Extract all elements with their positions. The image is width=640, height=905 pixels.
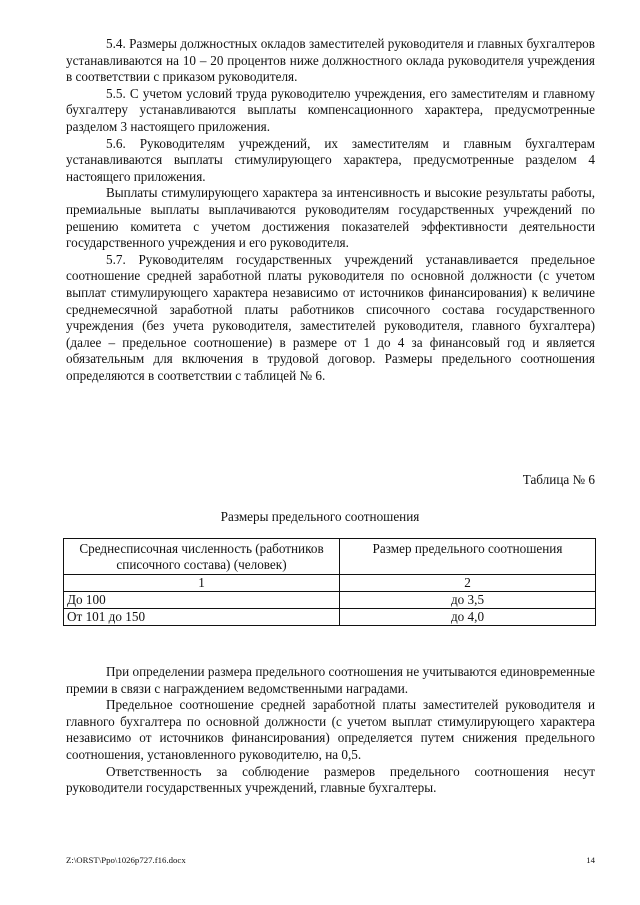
paragraph-incentive-payments: Выплаты стимулирующего характера за интенсивность и высокие результаты работы, премиальные выплаты выплачиваются руководителям государственных учреждений по решению комитета с учетом достижения показателей эффективности деятельности государственного учреждения и его руководителя. [66,185,595,251]
body-text-bottom [66,664,595,797]
table-header-ratio: Размер предельного соотношения [340,539,596,575]
table-header-headcount: Среднесписочная численность (работников списочного состава) (человек) [64,539,340,575]
paragraph-5-4: 5.4. Размеры должностных окладов заместителей руководителя и главных бухгалтеров устанавливаются на 10 – 20 процентов ниже должностного оклада руководителя учреждения в соответствии с приказом руководителя. [66,36,595,85]
table-column-numbers-row [64,575,596,592]
table-column-number: 2 [340,575,596,592]
table-cell-ratio: до 4,0 [340,609,596,626]
table-row [64,592,596,609]
paragraph-5-5: 5.5. С учетом условий труда руководителю учреждения, его заместителям и главному бухгалтеру устанавливаются выплаты компенсационного характера, предусмотренные разделом 3 настоящего приложения. [66,85,595,134]
body-text-top [66,36,595,384]
table-caption: Таблица № 6 [522,472,595,487]
paragraph-5-6: 5.6. Руководителям учреждений, их заместителям и главным бухгалтерам устанавливаются выплаты стимулирующего характера, предусмотренные разделом 4 настоящего приложения. [66,135,595,184]
table-cell-headcount: До 100 [64,592,340,609]
table-column-number: 1 [64,575,340,592]
footer-file-path: Z:\ORST\Ppo\1026p727.f16.docx [66,855,186,865]
paragraph-5-7: 5.7. Руководителям государственных учреждений устанавливается предельное соотношение средней заработной платы руководителя по основной должности (с учетом выплат стимулирующего характера независимо от источников финансирования) к величине среднемесячной заработной платы работников списочного состава государственного учреждения (без учета руководителя, заместителей руководителя, главного бухгалтера) (далее – предельное соотношение) в размере от 1 до 4 за финансовый год и является обязательным для включения в трудовой договор. Размеры предельного соотношения определяются в соответствии с таблицей № 6. [66,251,595,383]
ratio-table [63,538,596,626]
table-title: Размеры предельного соотношения [220,509,420,524]
table-cell-headcount: От 101 до 150 [64,609,340,626]
table-cell-ratio: до 3,5 [340,592,596,609]
paragraph-responsibility: Ответственность за соблюдение размеров предельного соотношения несут руководители государственных учреждений, главные бухгалтеры. [66,763,595,796]
table-row [64,609,596,626]
footer-page-number: 14 [586,855,595,865]
table-header-row [64,539,596,575]
paragraph-one-time-bonuses: При определении размера предельного соотношения не учитываются единовременные премии в связи с награждением ведомственными наградами. [66,664,595,696]
paragraph-deputies-ratio: Предельное соотношение средней заработной платы заместителей руководителя и главного бухгалтера по основной должности (с учетом выплат стимулирующего характера независимо от источников финансирования) определяется путем снижения предельного соотношения, установленного руководителю, на 0,5. [66,697,595,762]
